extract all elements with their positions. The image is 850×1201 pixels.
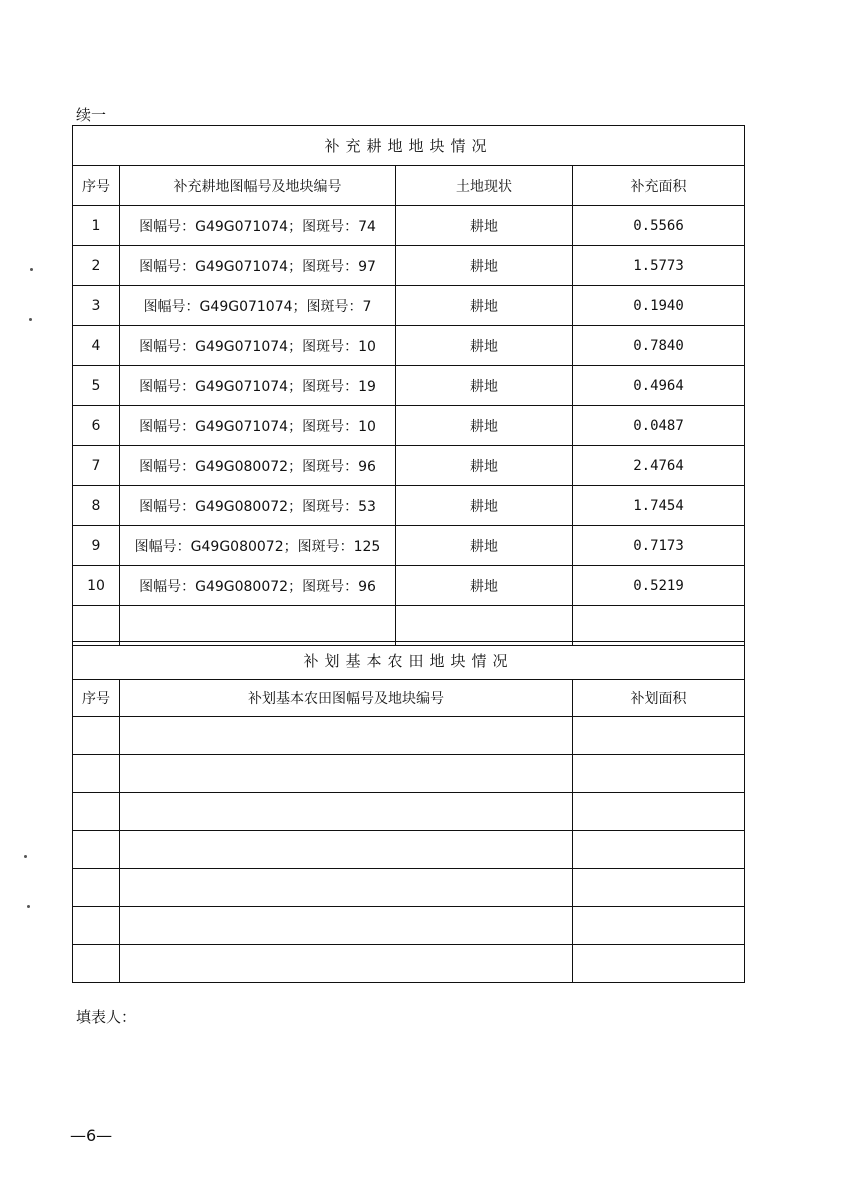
row-area: 0.1940 bbox=[573, 286, 745, 326]
table-row bbox=[73, 945, 745, 983]
row-no bbox=[73, 907, 120, 945]
row-no bbox=[73, 869, 120, 907]
row-area bbox=[573, 945, 745, 983]
row-parcel bbox=[120, 717, 573, 755]
row-no: 1 bbox=[73, 206, 120, 246]
table-row bbox=[73, 446, 745, 486]
row-area bbox=[573, 869, 745, 907]
header-area: 补划面积 bbox=[573, 680, 745, 717]
table-row bbox=[73, 286, 745, 326]
row-parcel: 图幅号：G49G071074；图斑号：19 bbox=[120, 366, 396, 406]
row-area: 0.5219 bbox=[573, 566, 745, 606]
row-no: 2 bbox=[73, 246, 120, 286]
row-no bbox=[73, 606, 120, 646]
row-parcel bbox=[120, 945, 573, 983]
table-row bbox=[73, 406, 745, 446]
row-area: 1.7454 bbox=[573, 486, 745, 526]
scan-speck bbox=[27, 905, 30, 908]
row-no bbox=[73, 945, 120, 983]
row-parcel: 图幅号：G49G080072；图斑号：53 bbox=[120, 486, 396, 526]
row-parcel bbox=[120, 869, 573, 907]
header-no: 序号 bbox=[73, 680, 120, 717]
row-no: 5 bbox=[73, 366, 120, 406]
table-row bbox=[73, 486, 745, 526]
row-no: 6 bbox=[73, 406, 120, 446]
table-row bbox=[73, 717, 745, 755]
filler-label: 填表人： bbox=[76, 1008, 137, 1026]
row-no: 7 bbox=[73, 446, 120, 486]
scan-speck bbox=[29, 318, 32, 321]
row-status: 耕地 bbox=[396, 206, 573, 246]
row-parcel bbox=[120, 831, 573, 869]
row-parcel: 图幅号：G49G071074；图斑号：7 bbox=[120, 286, 396, 326]
row-parcel: 图幅号：G49G071074；图斑号：10 bbox=[120, 406, 396, 446]
table-row bbox=[73, 831, 745, 869]
row-parcel bbox=[120, 755, 573, 793]
table-row bbox=[73, 206, 745, 246]
table-row bbox=[73, 366, 745, 406]
row-no: 9 bbox=[73, 526, 120, 566]
row-parcel: 图幅号：G49G080072；图斑号：96 bbox=[120, 446, 396, 486]
continuation-label: 续一 bbox=[76, 106, 107, 124]
farmland-table-title: 补划基本农田地块情况 bbox=[73, 642, 745, 680]
row-status: 耕地 bbox=[396, 486, 573, 526]
row-status: 耕地 bbox=[396, 286, 573, 326]
row-parcel: 图幅号：G49G080072；图斑号：96 bbox=[120, 566, 396, 606]
row-parcel bbox=[120, 606, 396, 646]
row-no: 4 bbox=[73, 326, 120, 366]
row-area bbox=[573, 755, 745, 793]
supplement-table-title: 补充耕地地块情况 bbox=[73, 126, 745, 166]
table-row bbox=[73, 326, 745, 366]
row-area: 0.7173 bbox=[573, 526, 745, 566]
row-status: 耕地 bbox=[396, 566, 573, 606]
table-row bbox=[73, 566, 745, 606]
table-row bbox=[73, 246, 745, 286]
supplement-table-title-row bbox=[73, 126, 745, 166]
page-number: —6— bbox=[70, 1126, 113, 1145]
row-area: 0.5566 bbox=[573, 206, 745, 246]
header-area: 补充面积 bbox=[573, 166, 745, 206]
row-parcel: 图幅号：G49G080072；图斑号：125 bbox=[120, 526, 396, 566]
row-status: 耕地 bbox=[396, 366, 573, 406]
row-area: 1.5773 bbox=[573, 246, 745, 286]
row-parcel bbox=[120, 907, 573, 945]
row-parcel: 图幅号：G49G071074；图斑号：97 bbox=[120, 246, 396, 286]
row-area bbox=[573, 793, 745, 831]
table-row bbox=[73, 755, 745, 793]
row-no: 8 bbox=[73, 486, 120, 526]
table-row bbox=[73, 907, 745, 945]
row-no bbox=[73, 793, 120, 831]
header-parcel: 补划基本农田图幅号及地块编号 bbox=[120, 680, 573, 717]
row-no: 3 bbox=[73, 286, 120, 326]
row-no bbox=[73, 831, 120, 869]
farmland-table-title-row bbox=[73, 642, 745, 680]
row-parcel: 图幅号：G49G071074；图斑号：10 bbox=[120, 326, 396, 366]
row-area: 0.7840 bbox=[573, 326, 745, 366]
header-no: 序号 bbox=[73, 166, 120, 206]
row-no bbox=[73, 755, 120, 793]
header-status: 土地现状 bbox=[396, 166, 573, 206]
row-area bbox=[573, 606, 745, 646]
row-status: 耕地 bbox=[396, 406, 573, 446]
table-row bbox=[73, 606, 745, 646]
row-no bbox=[73, 717, 120, 755]
row-area bbox=[573, 831, 745, 869]
row-parcel bbox=[120, 793, 573, 831]
supplement-farmland-table bbox=[72, 125, 745, 646]
farmland-table-header-row bbox=[73, 680, 745, 717]
table-row bbox=[73, 793, 745, 831]
row-parcel: 图幅号：G49G071074；图斑号：74 bbox=[120, 206, 396, 246]
row-status: 耕地 bbox=[396, 326, 573, 366]
table-row bbox=[73, 526, 745, 566]
row-no: 10 bbox=[73, 566, 120, 606]
row-area: 0.4964 bbox=[573, 366, 745, 406]
row-status bbox=[396, 606, 573, 646]
row-area bbox=[573, 907, 745, 945]
scan-speck bbox=[30, 268, 33, 271]
supplement-table-header-row bbox=[73, 166, 745, 206]
scan-speck bbox=[24, 855, 27, 858]
basic-farmland-table bbox=[72, 641, 745, 983]
header-parcel: 补充耕地图幅号及地块编号 bbox=[120, 166, 396, 206]
row-area bbox=[573, 717, 745, 755]
row-status: 耕地 bbox=[396, 446, 573, 486]
row-area: 0.0487 bbox=[573, 406, 745, 446]
row-status: 耕地 bbox=[396, 526, 573, 566]
row-status: 耕地 bbox=[396, 246, 573, 286]
row-area: 2.4764 bbox=[573, 446, 745, 486]
table-row bbox=[73, 869, 745, 907]
